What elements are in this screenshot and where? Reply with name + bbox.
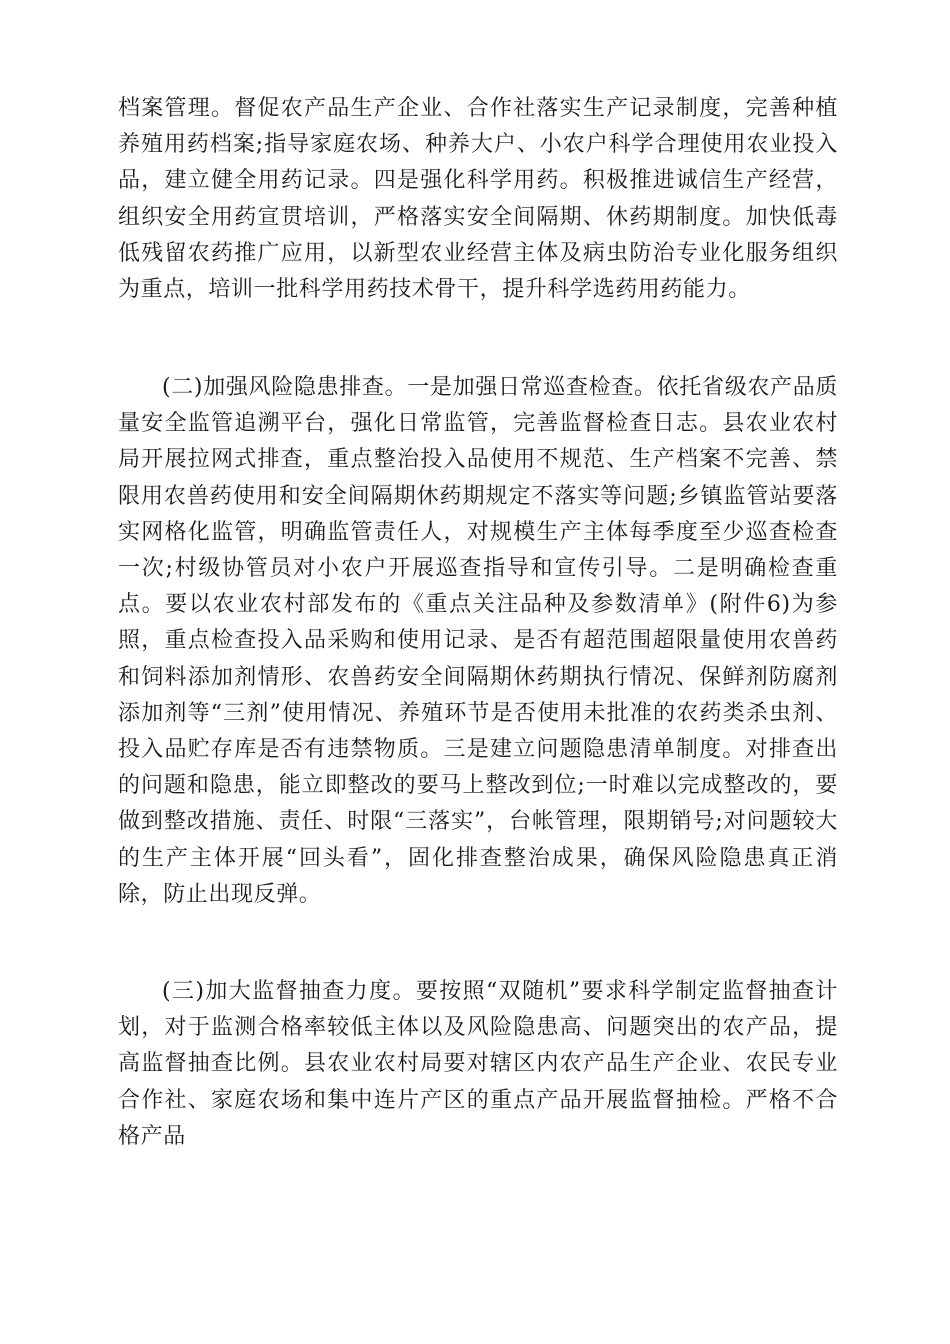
paragraph-supervision-sampling: (三)加大监督抽查力度。要按照“双随机”要求科学制定监督抽查计划，对于监测合格率较低主体以及风险隐患高、问题突出的农产品，提高监督抽查比例。县农业农村局要对辖区内农产品生产企业、农民专业合作社、家庭农场和集中连片产区的重点产品开展监督抽检。严格不合格产品 [118,979,838,1149]
paragraph-risk-inspection: (二)加强风险隐患排查。一是加强日常巡查检查。依托省级农产品质量安全监管追溯平台，强化日常监管，完善监督检查日志。县农业农村局开展拉网式排查，重点整治投入品使用不规范、生产档案不完善、禁限用农兽药使用和安全间隔期休药期规定不落实等问题;乡镇监管站要落实网格化监管，明确监管责任人，对规模生产主体每季度至少巡查检查一次;村级协管员对小农户开展巡查指导和宣传引导。二是明确检查重点。要以农业农村部发布的《重点关注品种及参数清单》(附件6)为参照，重点检查投入品采购和使用记录、是否有超范围超限量使用农兽药和饲料添加剂情形、农兽药安全间隔期休药期执行情况、保鲜剂防腐剂添加剂等“三剂”使用情况、养殖环节是否使用未批准的农药类杀虫剂、投入品贮存库是否有违禁物质。三是建立问题隐患清单制度。对排查出的问题和隐患，能立即整改的要马上整改到位;一时难以完成整改的，要做到整改措施、责任、时限“三落实”，台帐管理，限期销号;对问题较大的生产主体开展“回头看”，固化排查整治成果，确保风险隐患真正消除，防止出现反弹。 [118,375,838,907]
paragraph-record-management: 档案管理。督促农产品生产企业、合作社落实生产记录制度，完善种植养殖用药档案;指导家庭农场、种养大户、小农户科学合理使用农业投入品，建立健全用药记录。四是强化科学用药。积极推进诚信生产经营，组织安全用药宣贯培训，严格落实安全间隔期、休药期制度。加快低毒低残留农药推广应用，以新型农业经营主体及病虫防治专业化服务组织为重点，培训一批科学用药技术骨干，提升科学选药用药能力。 [118,96,838,303]
